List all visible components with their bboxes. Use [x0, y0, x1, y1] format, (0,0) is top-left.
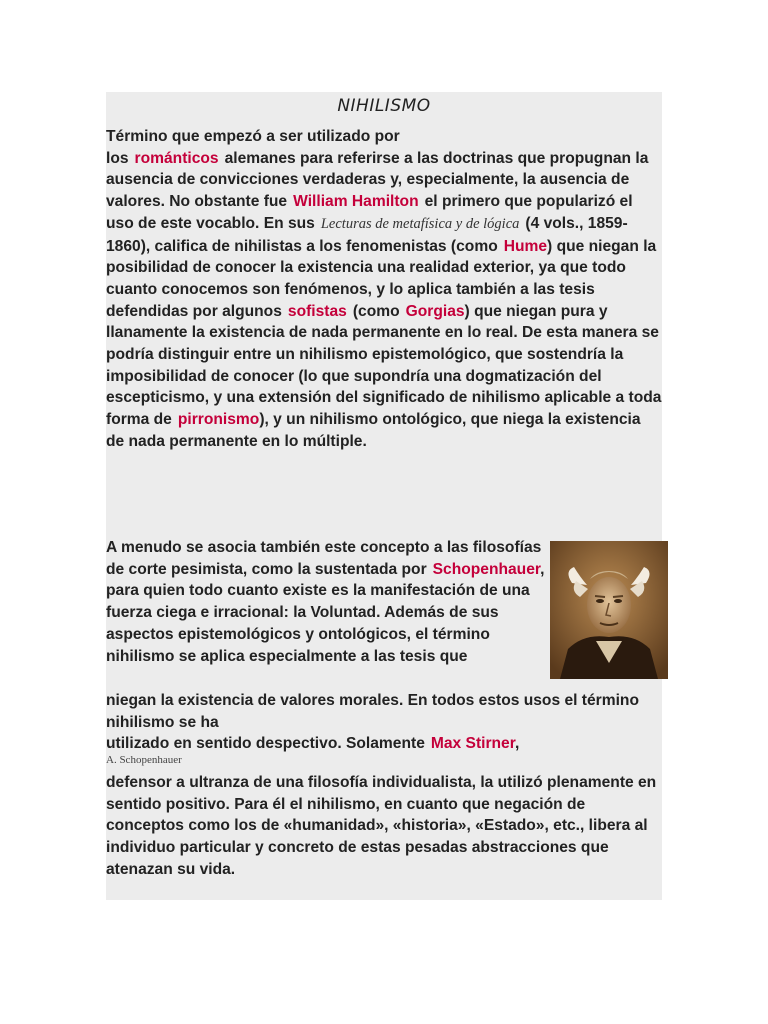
paragraph-2-text-1: A menudo se asocia también este concepto a las filosofías de corte pesimista, como la sustentada por	[106, 539, 542, 578]
link-william-hamilton[interactable]: William Hamilton	[293, 193, 419, 211]
paragraph-1-text-5: (4 vols., 1859-1860), califica de nihilistas a los fenomenistas (como	[106, 214, 628, 255]
paragraph-1-text-1: Término que empezó a ser utilizado por	[106, 128, 400, 145]
paragraph-2-text-2: , para quien todo cuanto existe es la manifestación de una fuerza ciega e irracional: la Voluntad. Además de sus aspectos epistemológicos y ontológicos, el término nihilismo se aplica especialmente a las tesis que	[106, 560, 545, 665]
link-hume[interactable]: Hume	[503, 237, 548, 255]
document-page	[106, 92, 662, 900]
paragraph-1-text-9: ), y un nihilismo ontológico, que niega la existencia de nada permanente en lo múltiple.	[106, 411, 641, 450]
paragraph-2-continued	[106, 690, 662, 755]
paragraph-2-wrapped	[106, 537, 546, 667]
paragraph-3: defensor a ultranza de una filosofía individualista, la utilizó plenamente en sentido positivo. Para él el nihilismo, en cuanto que negación de conceptos como los de «humanidad», «historia», «Estado», etc., libera al individuo particular y concreto de estas pesadas abstracciones que atenazan su vida.	[106, 774, 657, 878]
link-romanticos[interactable]: románticos	[134, 149, 219, 167]
paragraph-2-text-3: niegan la existencia de valores morales. En todos estos usos el término nihilismo se ha	[106, 692, 639, 731]
paragraph-1-text-4: el primero que popularizó el uso de este vocablo. En sus	[106, 193, 633, 232]
schopenhauer-portrait-image	[550, 541, 668, 679]
link-gorgias[interactable]: Gorgias	[405, 302, 465, 320]
link-sofistas[interactable]: sofistas	[287, 302, 347, 320]
paragraph-1-text-3: alemanes para referirse a las doctrinas que propugnan la ausencia de convicciones verdaderas y, especialmente, la ausencia de valores. No obstante fue	[106, 149, 649, 211]
paragraph-2-text-5: ,	[514, 735, 520, 753]
book-citation: Lecturas de metafísica y de lógica	[320, 215, 520, 232]
paragraph-2-text-4: utilizado en sentido despectivo. Solamente	[106, 735, 425, 753]
document-title: NIHILISMO	[337, 96, 431, 116]
paragraph-1-text-7: (como	[352, 302, 400, 320]
paragraph-1	[106, 126, 662, 453]
link-max-stirner[interactable]: Max Stirner	[430, 735, 515, 753]
image-caption: A. Schopenhauer	[106, 754, 182, 766]
paragraph-1-text-8: ) que niegan pura y llanamente la existencia de nada permanente en lo real. De esta manera se podría distinguir entre un nihilismo epistemológico, que sostendría la imposibilidad de conocer (lo que supondría una dogmatización del escepticismo, y una extensión del significado de nihilismo aplicable a toda forma de	[106, 302, 662, 429]
link-pirronismo[interactable]: pirronismo	[177, 411, 260, 429]
link-schopenhauer[interactable]: Schopenhauer	[432, 560, 541, 578]
paragraph-1-text-6: ) que niegan la posibilidad de conocer la existencia una realidad exterior, ya que todo cuanto conocemos son fenómenos, y lo aplica también a las tesis defendidas por algunos	[106, 237, 657, 320]
paragraph-1-text-2: los	[106, 149, 129, 167]
